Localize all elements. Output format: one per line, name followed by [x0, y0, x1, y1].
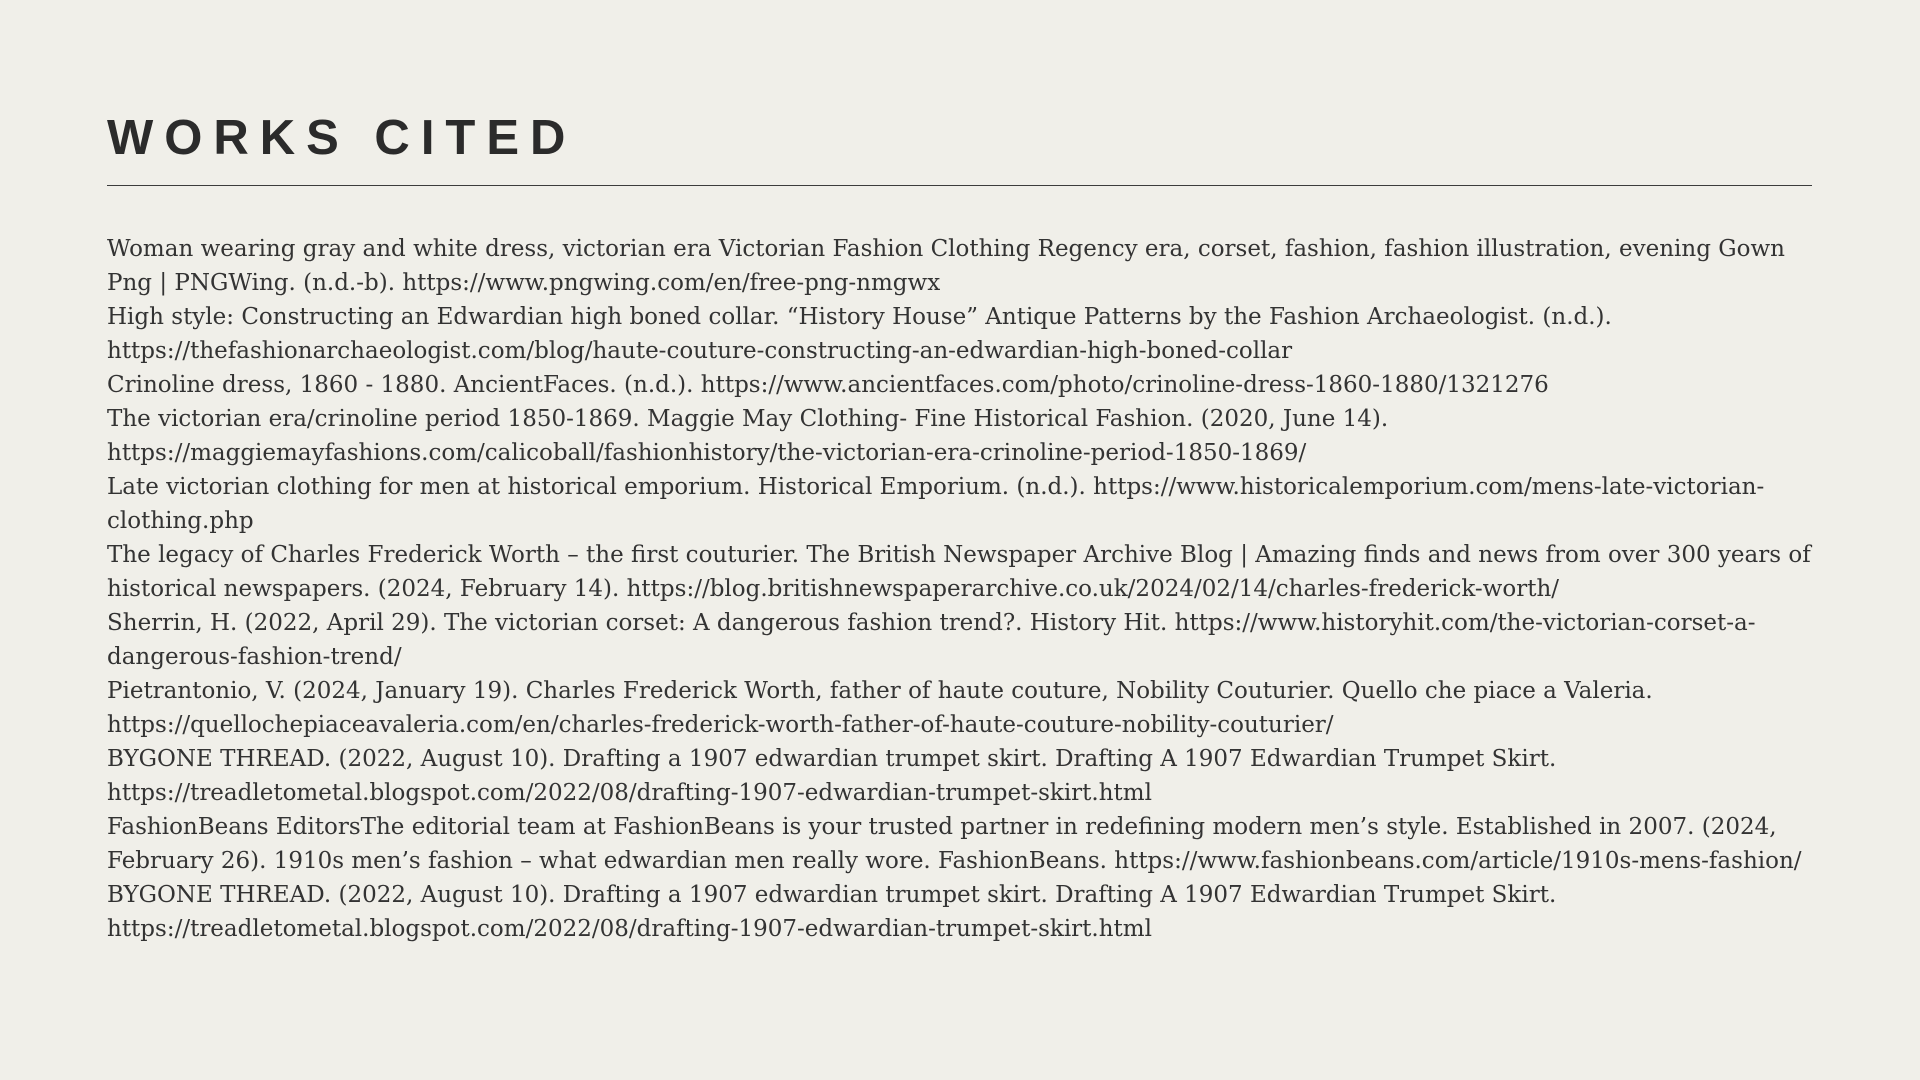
citation-item: BYGONE THREAD. (2022, August 10). Drafting a 1907 edwardian trumpet skirt. Drafting A 1907 Edwardian Trumpet Skirt. https://treadletometal.blogspot.com/2022/08/drafting-1907-edwardian-trumpet-skirt.html [107, 746, 1557, 806]
citation-item: Sherrin, H. (2022, April 29). The victorian corset: A dangerous fashion trend?. History Hit. https://www.historyhit.com/the-victorian-corset-a-dangerous-fashion-trend/ [107, 610, 1756, 670]
citation-item: High style: Constructing an Edwardian high boned collar. “History House” Antique Patterns by the Fashion Archaeologist. (n.d.). https://thefashionarchaeologist.com/blog/haute-couture-constructing-an-edwardian-high-boned-collar [107, 304, 1612, 364]
citation-item: Late victorian clothing for men at historical emporium. Historical Emporium. (n.d.). https://www.historicalemporium.com/mens-late-victorian-clothing.php [107, 474, 1765, 534]
citation-item: The victorian era/crinoline period 1850-1869. Maggie May Clothing- Fine Historical Fashion. (2020, June 14). https://maggiemayfashions.com/calicoball/fashionhistory/the-victorian-era-crinoline-period-1850-1869/ [107, 406, 1389, 466]
citation-item: Woman wearing gray and white dress, victorian era Victorian Fashion Clothing Regency era, corset, fashion, fashion illustration, evening Gown Png | PNGWing. (n.d.-b). https://www.pngwing.com/en/free-png-nmgwx [107, 236, 1785, 296]
citation-item: The legacy of Charles Frederick Worth – the first couturier. The British Newspaper Archive Blog | Amazing finds and news from over 300 years of historical newspapers. (2024, February 14). https://blog.britishnewspaperarchive.co.uk/2024/02/14/charles-frederick-worth/ [107, 542, 1811, 602]
citation-item: FashionBeans EditorsThe editorial team at FashionBeans is your trusted partner in redefining modern men’s style. Established in 2007. (2024, February 26). 1910s men’s fashion – what edwardian men really wore. FashionBeans. https://www.fashionbeans.com/article/1910s-mens-fashion/ [107, 814, 1802, 874]
citation-list [107, 232, 1827, 946]
citation-item: BYGONE THREAD. (2022, August 10). Drafting a 1907 edwardian trumpet skirt. Drafting A 1907 Edwardian Trumpet Skirt. https://treadletometal.blogspot.com/2022/08/drafting-1907-edwardian-trumpet-skirt.html [107, 882, 1557, 942]
citation-item: Pietrantonio, V. (2024, January 19). Charles Frederick Worth, father of haute couture, Nobility Couturier. Quello che piace a Valeria. https://quellochepiaceavaleria.com/en/charles-frederick-worth-father-of-haute-couture-nobility-couturier/ [107, 678, 1653, 738]
citation-item: Crinoline dress, 1860 - 1880. AncientFaces. (n.d.). https://www.ancientfaces.com/photo/crinoline-dress-1860-1880/1321276 [107, 372, 1549, 398]
page-title: WORKS CITED [107, 111, 577, 165]
title-divider [107, 185, 1812, 186]
